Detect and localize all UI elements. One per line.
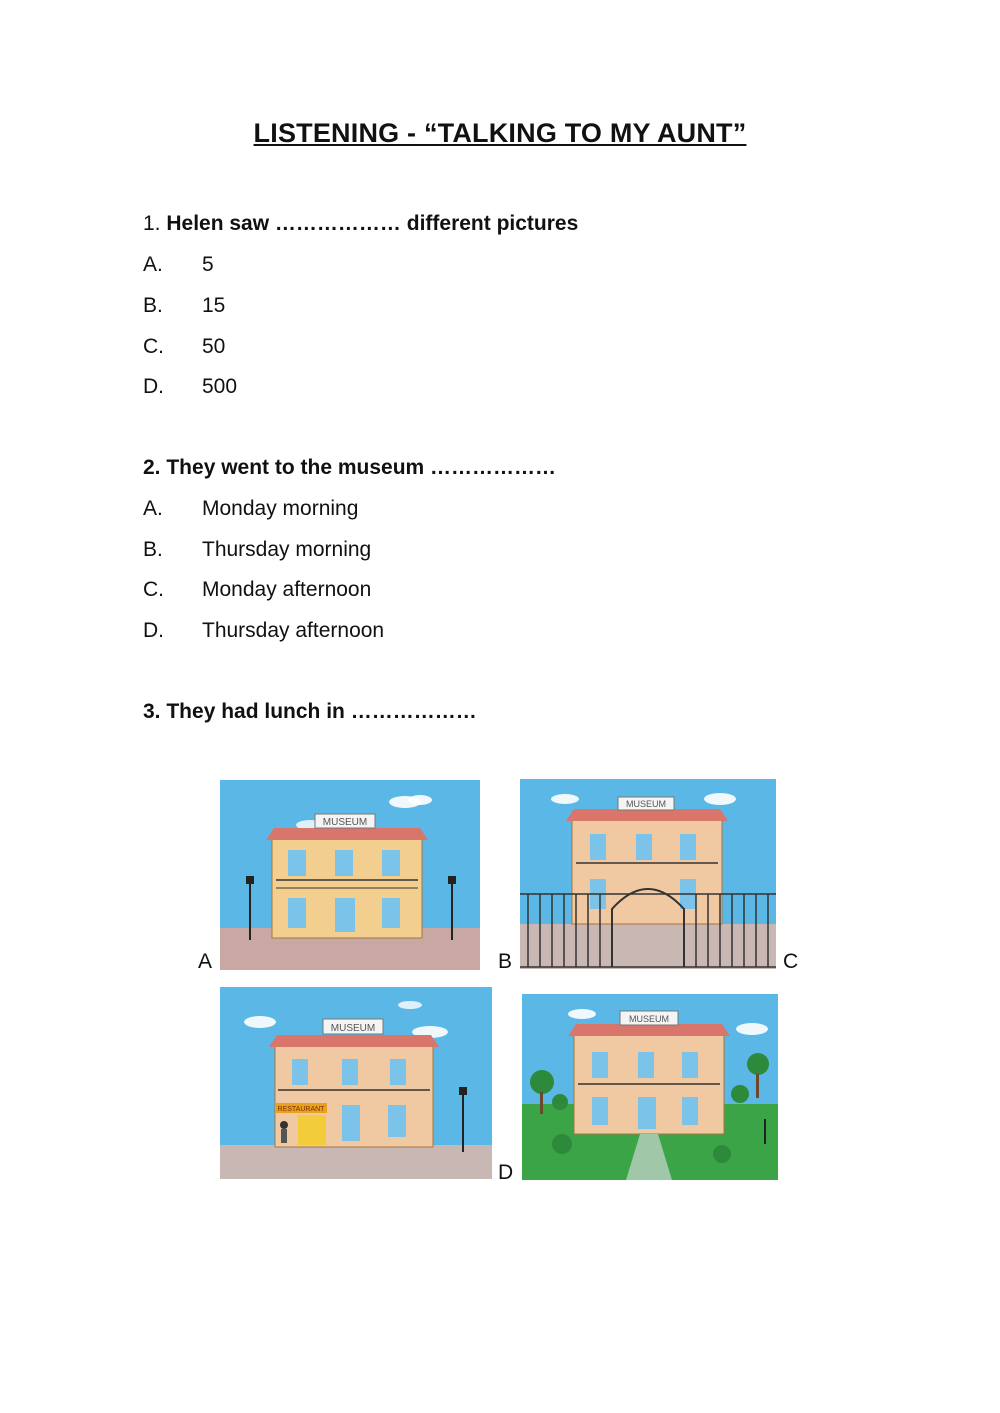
restaurant-sign: RESTAURANT: [277, 1106, 325, 1113]
question-1-option-a[interactable]: [143, 253, 214, 277]
question-2-option-c[interactable]: [143, 578, 371, 602]
question-1-text: Helen saw ……………… different pictures: [166, 212, 579, 235]
question-1: [143, 212, 578, 236]
option-letter: B.: [143, 538, 163, 561]
option-text: Monday morning: [202, 497, 359, 520]
option-letter: B.: [143, 294, 163, 317]
museum-sign: MUSEUM: [629, 1014, 669, 1024]
museum-sign: MUSEUM: [322, 817, 368, 828]
question-2-option-d[interactable]: [143, 619, 384, 643]
question-1-number: 1.: [143, 212, 161, 235]
option-letter: C.: [143, 335, 164, 358]
question-3-number: 3.: [143, 700, 161, 723]
option-letter: D.: [143, 375, 164, 398]
option-text: 15: [202, 294, 226, 317]
option-letter: A.: [143, 497, 163, 520]
picture-label-a: A: [198, 950, 213, 973]
option-text: Thursday morning: [202, 538, 372, 561]
picture-label-b: B: [498, 950, 513, 973]
museum-with-park-illustration: [522, 994, 778, 1180]
museum-with-street-lamps-illustration: [220, 780, 480, 970]
option-text: 50: [202, 335, 226, 358]
option-text: 5: [202, 253, 214, 276]
question-1-option-d[interactable]: [143, 375, 237, 399]
museum-sign: MUSEUM: [626, 799, 666, 809]
question-1-option-c[interactable]: [143, 335, 225, 359]
museum-sign: MUSEUM: [330, 1023, 376, 1034]
picture-a[interactable]: [220, 780, 480, 970]
museum-with-restaurant-illustration: [220, 987, 492, 1179]
worksheet-title: LISTENING - “TALKING TO MY AUNT”: [253, 118, 747, 148]
option-letter: C.: [143, 578, 164, 601]
question-2-option-b[interactable]: [143, 538, 371, 562]
question-2-text: They went to the museum ………………: [166, 456, 557, 479]
option-text: Monday afternoon: [202, 578, 372, 601]
option-letter: D.: [143, 619, 164, 642]
picture-b[interactable]: [520, 779, 776, 969]
question-1-option-b[interactable]: [143, 294, 225, 318]
option-letter: A.: [143, 253, 163, 276]
question-2-option-a[interactable]: [143, 497, 358, 521]
picture-label-d: D: [498, 1161, 514, 1184]
option-text: 500: [202, 375, 238, 398]
question-3: [143, 700, 477, 724]
question-2: [143, 456, 556, 480]
picture-d[interactable]: [522, 994, 778, 1180]
picture-c[interactable]: [220, 987, 492, 1179]
picture-label-c: C: [783, 950, 799, 973]
question-3-text: They had lunch in ………………: [166, 700, 477, 723]
museum-with-gate-illustration: [520, 779, 776, 969]
option-text: Thursday afternoon: [202, 619, 385, 642]
question-2-number: 2.: [143, 456, 161, 479]
